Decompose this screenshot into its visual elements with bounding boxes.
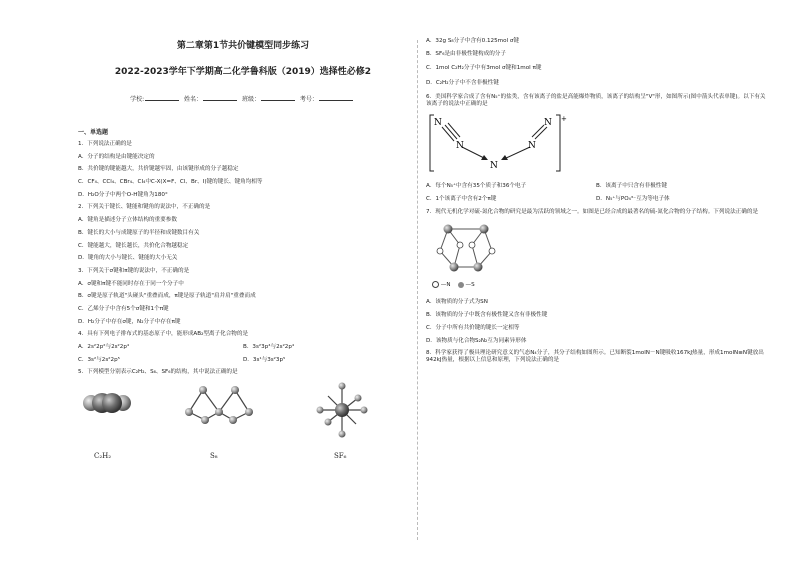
sn-structure-diagram	[426, 221, 766, 291]
exam-number-blank	[319, 100, 353, 101]
option: B．该离子中只含有非极性键	[596, 183, 667, 190]
c2h2-model	[82, 388, 132, 418]
option: B．3s²3p⁴与2s²2p⁴	[243, 344, 295, 350]
question-line: 1．下列说法正确的是	[78, 141, 132, 147]
question-line: C．键能越大，键长越长，共价化合物越稳定	[78, 242, 189, 249]
option: D．N₅⁺与PO₄³⁻互为等电子体	[596, 196, 670, 203]
question-8: 8．科学家获得了极具理论研究意义的气态N₄分子，其分子结构如图所示。已知断裂1molN－N键吸收167kJ热量，形成1molN≡N键放出942kJ热量，根据以上信息和原理，下列说法正确的是	[426, 350, 764, 363]
option: A．每个N₅⁺中含有35个质子和36个电子	[426, 183, 527, 190]
s4n4-svg	[434, 221, 514, 279]
worksheet-title: 第二章第1节共价键模型同步练习	[176, 41, 310, 51]
question-line: C．CF₄、CCl₄、CBr₄、CI₄中C-X(X=F、Cl、Br、I)键的键长、键角均相等	[78, 179, 263, 186]
question-line: 5．下列模型分别表示C₂H₂、S₈、SF₆的结构，其中说法正确的是	[78, 369, 238, 376]
option: D．3s¹与3s²3p⁵	[243, 356, 286, 363]
question-line: A．32g S₈分子中含有0.125mol σ键	[426, 38, 519, 44]
question-line: B．该物质的分子中既含有极性键又含有非极性键	[426, 312, 548, 319]
n-legend-marker	[432, 281, 439, 288]
ion-charge: +	[561, 115, 567, 124]
question-line: B．σ键是原子轨道"头碰头"重叠而成，π键是原子轨道"肩并肩"重叠而成	[78, 293, 256, 300]
s8-model	[183, 382, 255, 426]
school-blank	[145, 100, 179, 101]
school-label: 学校:	[130, 96, 145, 103]
question-line: B．键长的大小与成键原子的半径和成键数目有关	[78, 229, 200, 236]
question-line: D．键角的大小与键长、键能的大小无关	[78, 255, 178, 262]
n-atom-label: N	[456, 141, 464, 152]
question-line: 2．下列关于键长、键能和键角的说法中，不正确的是	[78, 204, 211, 211]
question-line: A．σ键和π键不能同时存在于同一个分子中	[78, 280, 184, 287]
question-line: A．该物质的分子式为SN	[426, 299, 488, 306]
question-line: B．共价键的键能越大，共价键越牢固，由该键形成的分子越稳定	[78, 166, 239, 173]
class-label: 班级：	[241, 96, 260, 103]
sf6-model	[314, 382, 374, 438]
question-line: A．分子的结构是由键能决定的	[78, 153, 155, 160]
question-line: B．SF₆是由非极性键构成的分子	[426, 50, 506, 57]
sf6-caption: SF₆	[334, 452, 347, 461]
q6-options-row	[426, 183, 766, 190]
c-atom	[102, 393, 122, 413]
student-info-row	[78, 94, 408, 103]
question-line: C．乙烯分子中含有5个σ键和1个π键	[78, 305, 169, 312]
s-legend-marker	[458, 282, 464, 288]
option: C．1个该离子中含有2个π键	[426, 196, 497, 203]
question-line: 3．下列关于σ键和π键的说法中，不正确的是	[78, 267, 190, 274]
left-column	[78, 38, 408, 466]
question-line: D．H₂O分子中两个O-H键角为180°	[78, 191, 168, 198]
worksheet-subtitle: 2022-2023学年下学期高二化学鲁科版（2019）选择性必修2	[114, 67, 372, 77]
q4-options-row	[78, 344, 408, 351]
n-atom-label: N	[528, 141, 536, 152]
n5-ion-svg	[428, 113, 568, 173]
question-line: D．该物质与化合物S₂N₂互为同素异形体	[426, 337, 527, 344]
s-legend-label: —S	[465, 282, 475, 289]
question-line: 4．具有下列电子排布式的基态原子中，能形成AB₂型离子化合物的是	[78, 331, 249, 338]
q4-options-row	[78, 357, 408, 364]
molecule-models	[78, 382, 408, 466]
column-divider	[417, 40, 418, 540]
question-7: 7．现代无机化学对硫-氮化合物的研究是最为活跃的领域之一。如图是已经合成的最著名的硫-氮化合物的分子结构。下列说法正确的是	[426, 208, 759, 215]
question-6: 6．美国科学家合成了含有N₅⁺的盐类，含有该离子的盐是高能爆炸物质，该离子的结构呈"V"形，如图所示(图中箭头代表单键)。以下有关该离子的说法中正确的是	[426, 94, 766, 107]
c2h2-caption: C₂H₂	[94, 452, 112, 461]
n-atom-label: N	[490, 161, 498, 172]
question-line: C．分子中所有共价键的键长一定相等	[426, 324, 520, 331]
q6-options-row	[426, 196, 766, 203]
question-line: C．1mol C₂H₂分子中有3mol σ键和1mol π键	[426, 65, 542, 72]
question-line: D．C₂H₂分子中不含非极性键	[426, 79, 499, 86]
section-heading: 一、单选题	[78, 129, 109, 136]
name-blank	[203, 100, 237, 101]
name-label: 姓名：	[184, 96, 203, 103]
option: C．3s²与2s²2p⁵	[78, 356, 120, 363]
structure-legend	[432, 281, 475, 288]
n-legend-label: —N	[440, 282, 451, 289]
n-atom-label: N	[434, 118, 442, 129]
right-column	[426, 38, 766, 369]
s8-caption: S₈	[210, 452, 218, 461]
exam-number-label: 考号：	[299, 96, 318, 103]
question-line: D．H₂分子中存在σ键，N₂分子中存在π键	[78, 318, 181, 325]
option: A．2s²2p²与2s²2p⁴	[78, 344, 130, 350]
n-atom-label: N	[544, 118, 552, 129]
question-line: A．键角是描述分子立体结构的重要参数	[78, 217, 177, 224]
class-blank	[261, 100, 295, 101]
n5-structure-diagram	[426, 113, 766, 173]
